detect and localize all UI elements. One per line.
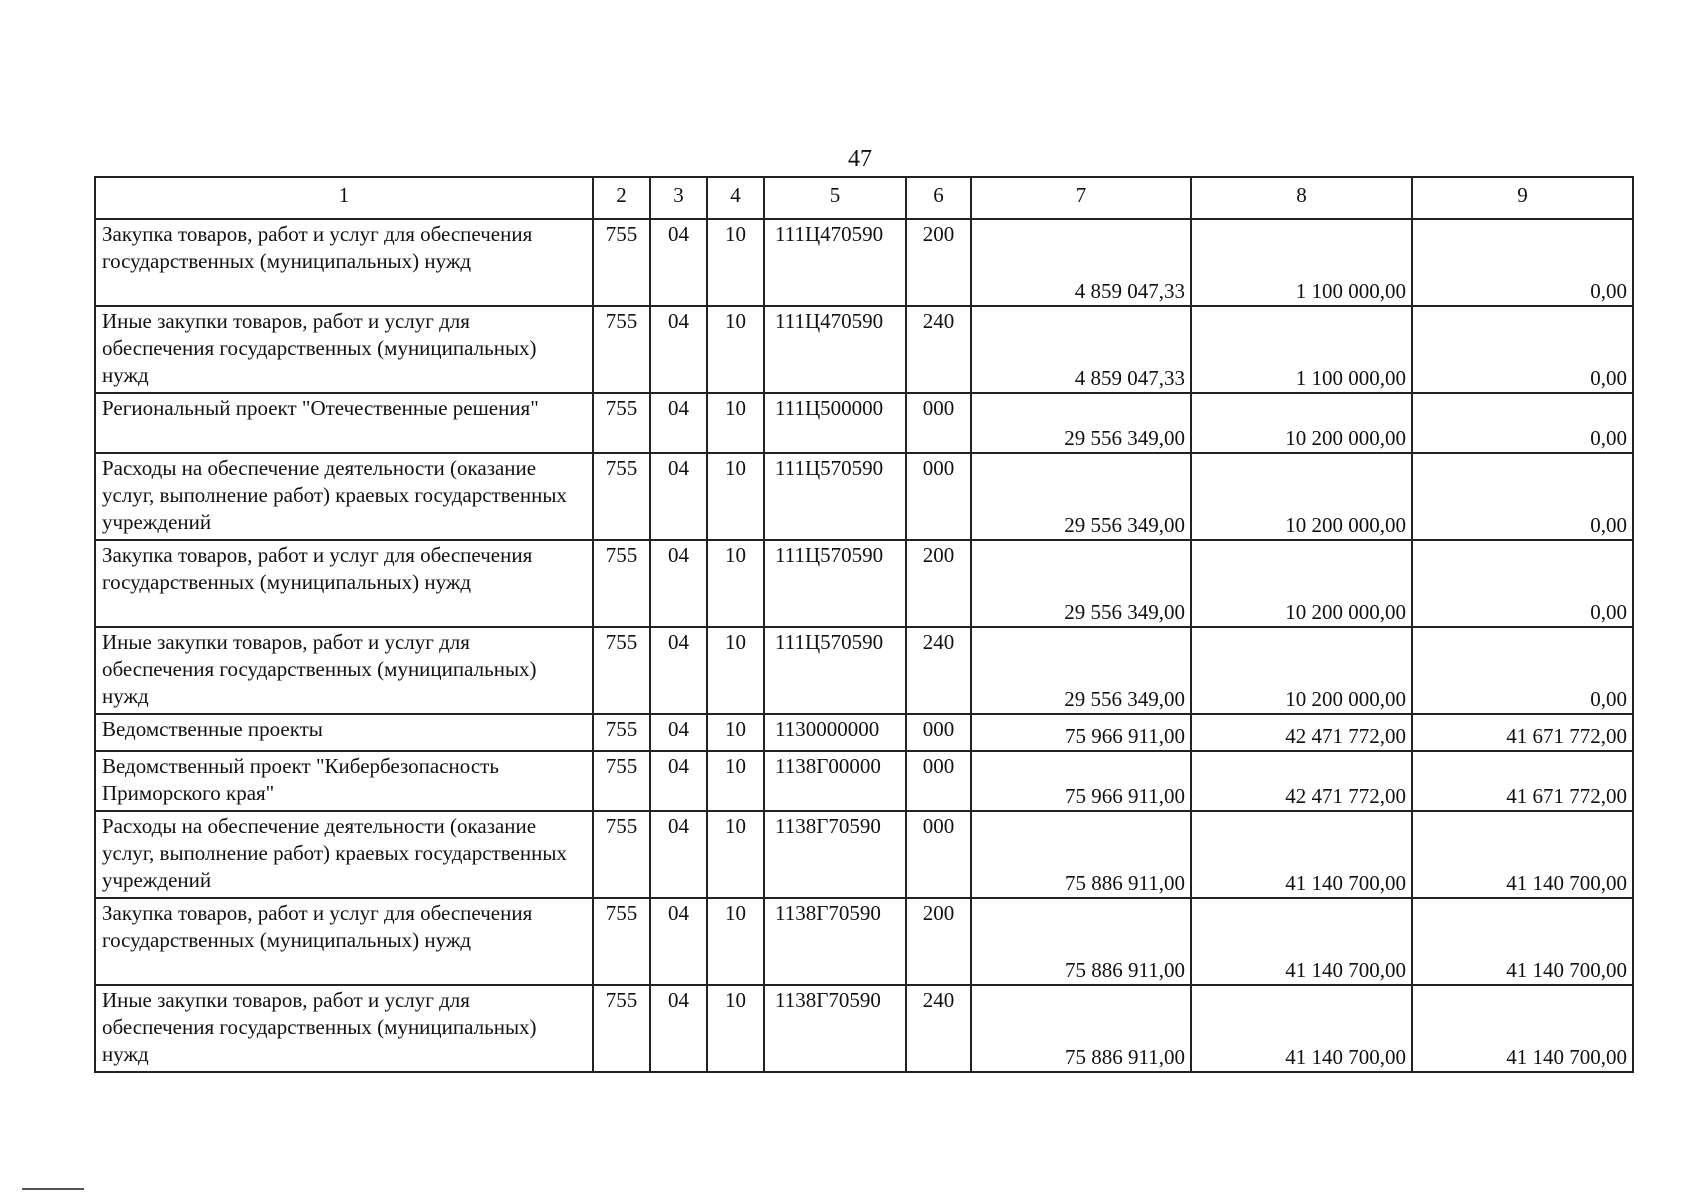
expense-name: Ведомственные проекты xyxy=(95,714,593,751)
target-article-code: 111Ц570590 xyxy=(764,627,906,714)
subsection-code: 10 xyxy=(707,714,764,751)
section-code: 04 xyxy=(650,714,707,751)
target-article-code: 111Ц470590 xyxy=(764,306,906,393)
amount-col-8: 10 200 000,00 xyxy=(1191,627,1412,714)
budget-table xyxy=(94,176,1634,1073)
ministry-code: 755 xyxy=(593,453,650,540)
amount-col-9: 41 671 772,00 xyxy=(1412,714,1633,751)
table-row xyxy=(95,627,1633,714)
expense-name: Закупка товаров, работ и услуг для обеспечения государственных (муниципальных) нужд xyxy=(95,898,593,985)
expense-type-code: 000 xyxy=(906,393,971,453)
column-header: 2 xyxy=(593,177,650,219)
expense-type-code: 240 xyxy=(906,985,971,1072)
amount-col-9: 0,00 xyxy=(1412,453,1633,540)
expense-name: Расходы на обеспечение деятельности (оказание услуг, выполнение работ) краевых государственных учреждений xyxy=(95,453,593,540)
table-row xyxy=(95,306,1633,393)
table-row xyxy=(95,219,1633,306)
amount-col-7: 75 966 911,00 xyxy=(971,751,1191,811)
expense-type-code: 200 xyxy=(906,219,971,306)
ministry-code: 755 xyxy=(593,751,650,811)
expense-type-code: 200 xyxy=(906,898,971,985)
target-article-code: 111Ц500000 xyxy=(764,393,906,453)
amount-col-9: 0,00 xyxy=(1412,540,1633,627)
section-code: 04 xyxy=(650,393,707,453)
table-header-row xyxy=(95,177,1633,219)
table-row xyxy=(95,453,1633,540)
column-header: 5 xyxy=(764,177,906,219)
amount-col-8: 42 471 772,00 xyxy=(1191,751,1412,811)
target-article-code: 111Ц570590 xyxy=(764,540,906,627)
ministry-code: 755 xyxy=(593,540,650,627)
amount-col-8: 42 471 772,00 xyxy=(1191,714,1412,751)
amount-col-9: 0,00 xyxy=(1412,219,1633,306)
table-row xyxy=(95,540,1633,627)
expense-type-code: 000 xyxy=(906,453,971,540)
amount-col-8: 1 100 000,00 xyxy=(1191,306,1412,393)
section-code: 04 xyxy=(650,898,707,985)
amount-col-8: 41 140 700,00 xyxy=(1191,811,1412,898)
target-article-code: 1130000000 xyxy=(764,714,906,751)
amount-col-8: 10 200 000,00 xyxy=(1191,393,1412,453)
amount-col-7: 29 556 349,00 xyxy=(971,540,1191,627)
amount-col-7: 29 556 349,00 xyxy=(971,393,1191,453)
section-code: 04 xyxy=(650,306,707,393)
table-row xyxy=(95,985,1633,1072)
ministry-code: 755 xyxy=(593,219,650,306)
amount-col-9: 41 140 700,00 xyxy=(1412,898,1633,985)
expense-name: Иные закупки товаров, работ и услуг для обеспечения государственных (муниципальных) нужд xyxy=(95,985,593,1072)
table-row xyxy=(95,714,1633,751)
expense-type-code: 240 xyxy=(906,627,971,714)
amount-col-9: 41 671 772,00 xyxy=(1412,751,1633,811)
amount-col-7: 29 556 349,00 xyxy=(971,627,1191,714)
expense-name: Ведомственный проект "Кибербезопасность Приморского края" xyxy=(95,751,593,811)
target-article-code: 111Ц570590 xyxy=(764,453,906,540)
column-header: 3 xyxy=(650,177,707,219)
amount-col-8: 41 140 700,00 xyxy=(1191,898,1412,985)
subsection-code: 10 xyxy=(707,540,764,627)
section-code: 04 xyxy=(650,627,707,714)
amount-col-9: 0,00 xyxy=(1412,306,1633,393)
expense-type-code: 240 xyxy=(906,306,971,393)
page-number: 47 xyxy=(848,146,872,172)
column-header: 1 xyxy=(95,177,593,219)
column-header: 8 xyxy=(1191,177,1412,219)
amount-col-7: 75 966 911,00 xyxy=(971,714,1191,751)
section-code: 04 xyxy=(650,219,707,306)
ministry-code: 755 xyxy=(593,714,650,751)
expense-type-code: 000 xyxy=(906,751,971,811)
expense-name: Иные закупки товаров, работ и услуг для обеспечения государственных (муниципальных) нужд xyxy=(95,627,593,714)
target-article-code: 1138Г70590 xyxy=(764,898,906,985)
amount-col-7: 75 886 911,00 xyxy=(971,811,1191,898)
column-header: 9 xyxy=(1412,177,1633,219)
table-row xyxy=(95,898,1633,985)
expense-name: Расходы на обеспечение деятельности (оказание услуг, выполнение работ) краевых государственных учреждений xyxy=(95,811,593,898)
ministry-code: 755 xyxy=(593,898,650,985)
section-code: 04 xyxy=(650,540,707,627)
subsection-code: 10 xyxy=(707,393,764,453)
ministry-code: 755 xyxy=(593,811,650,898)
column-header: 7 xyxy=(971,177,1191,219)
column-header: 6 xyxy=(906,177,971,219)
subsection-code: 10 xyxy=(707,306,764,393)
ministry-code: 755 xyxy=(593,306,650,393)
amount-col-7: 4 859 047,33 xyxy=(971,306,1191,393)
column-header: 4 xyxy=(707,177,764,219)
expense-type-code: 200 xyxy=(906,540,971,627)
amount-col-8: 1 100 000,00 xyxy=(1191,219,1412,306)
target-article-code: 1138Г70590 xyxy=(764,985,906,1072)
ministry-code: 755 xyxy=(593,393,650,453)
table-row xyxy=(95,751,1633,811)
expense-type-code: 000 xyxy=(906,714,971,751)
amount-col-8: 41 140 700,00 xyxy=(1191,985,1412,1072)
amount-col-9: 0,00 xyxy=(1412,393,1633,453)
table-row xyxy=(95,393,1633,453)
expense-name: Закупка товаров, работ и услуг для обеспечения государственных (муниципальных) нужд xyxy=(95,540,593,627)
subsection-code: 10 xyxy=(707,453,764,540)
expense-name: Региональный проект "Отечественные решения" xyxy=(95,393,593,453)
subsection-code: 10 xyxy=(707,811,764,898)
subsection-code: 10 xyxy=(707,219,764,306)
amount-col-9: 41 140 700,00 xyxy=(1412,985,1633,1072)
target-article-code: 1138Г00000 xyxy=(764,751,906,811)
amount-col-7: 4 859 047,33 xyxy=(971,219,1191,306)
amount-col-7: 75 886 911,00 xyxy=(971,985,1191,1072)
ministry-code: 755 xyxy=(593,627,650,714)
amount-col-7: 75 886 911,00 xyxy=(971,898,1191,985)
section-code: 04 xyxy=(650,985,707,1072)
subsection-code: 10 xyxy=(707,898,764,985)
scan-edge-mark xyxy=(22,1188,84,1190)
section-code: 04 xyxy=(650,811,707,898)
target-article-code: 1138Г70590 xyxy=(764,811,906,898)
expense-name: Закупка товаров, работ и услуг для обеспечения государственных (муниципальных) нужд xyxy=(95,219,593,306)
target-article-code: 111Ц470590 xyxy=(764,219,906,306)
subsection-code: 10 xyxy=(707,627,764,714)
section-code: 04 xyxy=(650,453,707,540)
expense-name: Иные закупки товаров, работ и услуг для обеспечения государственных (муниципальных) нужд xyxy=(95,306,593,393)
section-code: 04 xyxy=(650,751,707,811)
amount-col-9: 0,00 xyxy=(1412,627,1633,714)
expense-type-code: 000 xyxy=(906,811,971,898)
subsection-code: 10 xyxy=(707,985,764,1072)
amount-col-8: 10 200 000,00 xyxy=(1191,540,1412,627)
amount-col-7: 29 556 349,00 xyxy=(971,453,1191,540)
table-row xyxy=(95,811,1633,898)
subsection-code: 10 xyxy=(707,751,764,811)
amount-col-8: 10 200 000,00 xyxy=(1191,453,1412,540)
ministry-code: 755 xyxy=(593,985,650,1072)
amount-col-9: 41 140 700,00 xyxy=(1412,811,1633,898)
